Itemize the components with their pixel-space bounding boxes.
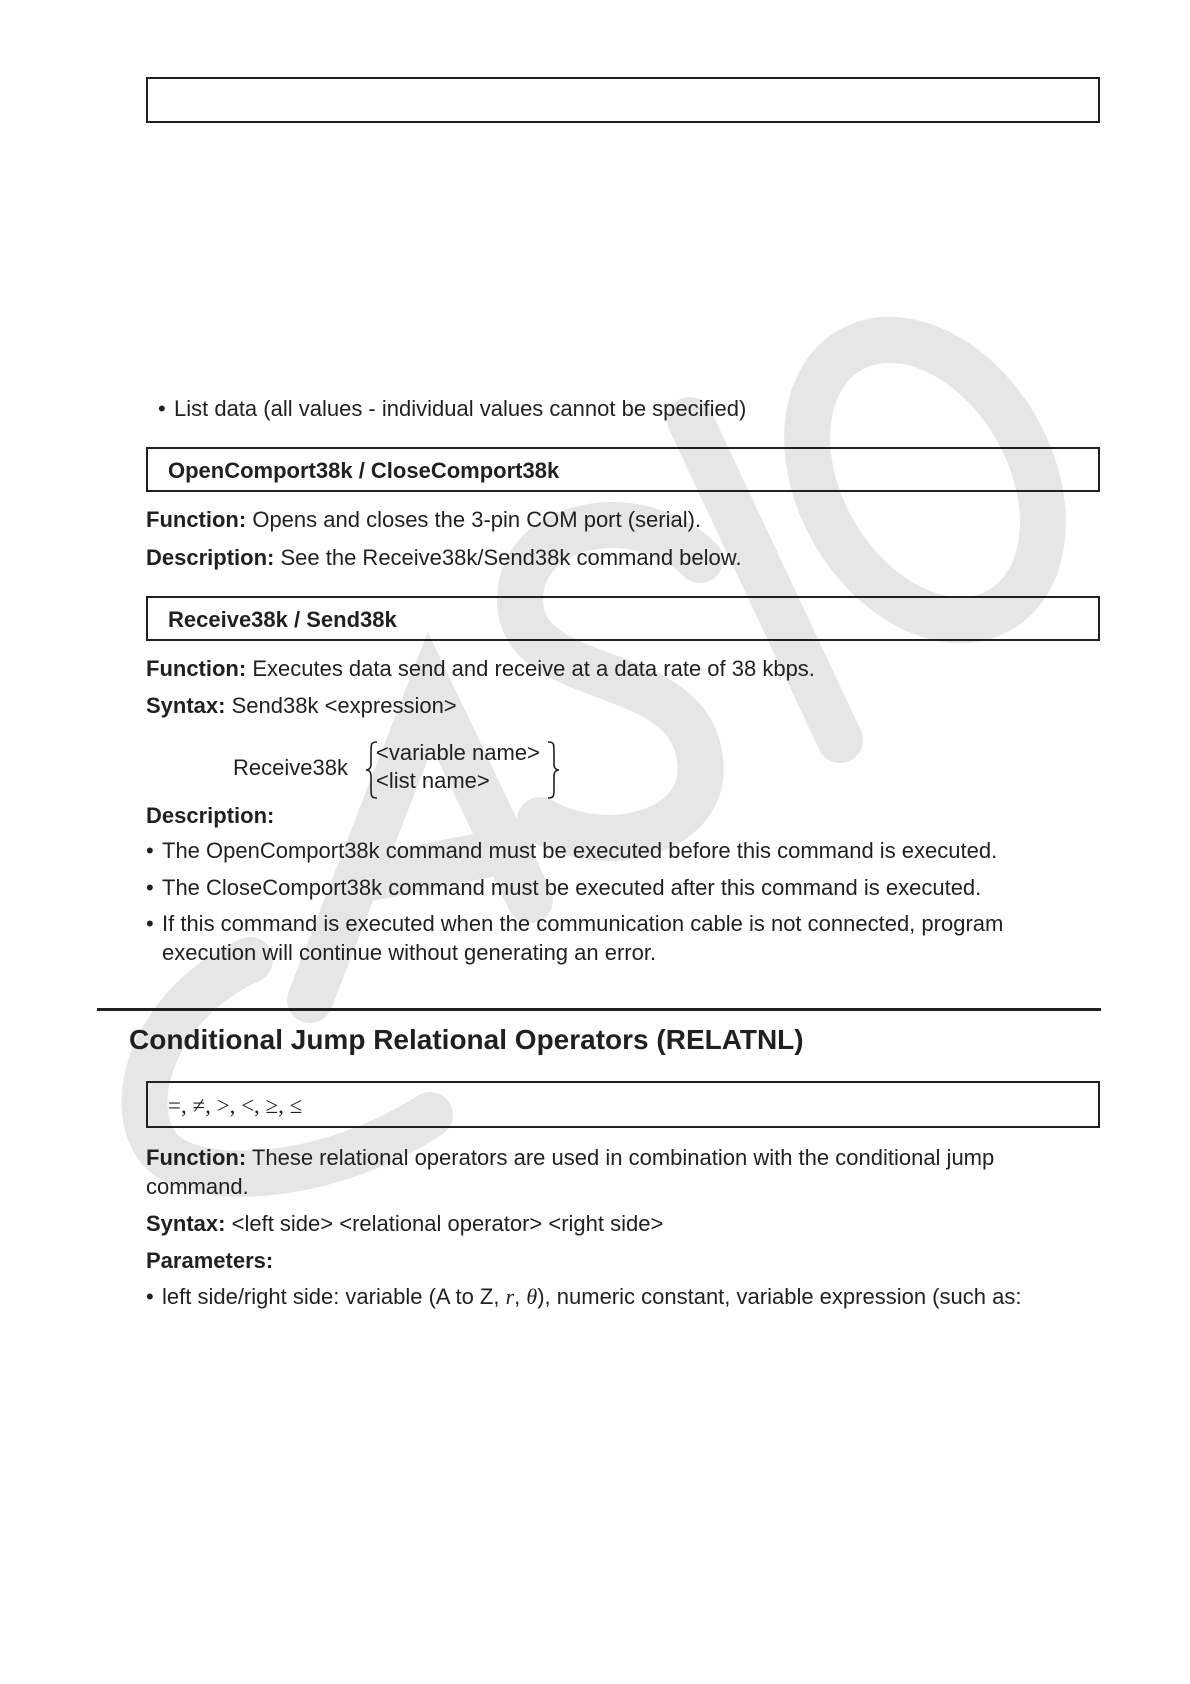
bullet-text: The CloseComport38k command must be executed after this command is executed.: [162, 875, 982, 900]
bullet-dot: •: [158, 396, 166, 421]
receive-send-syntax: [146, 691, 457, 720]
opencomport-description: [146, 543, 742, 572]
syntax-text: Send38k <expression>: [231, 693, 457, 718]
function-text: These relational operators are used in combination with the conditional jump command.: [146, 1145, 995, 1199]
syntax-label: Syntax:: [146, 1211, 226, 1236]
section-title: Conditional Jump Relational Operators (RELATNL): [129, 1024, 804, 1055]
function-label: Function:: [146, 1145, 247, 1170]
relational-operators-title: =, ≠, >, <, ≥, ≤: [168, 1093, 303, 1118]
param-pre: left side/right side: variable (A to Z,: [162, 1284, 506, 1309]
section-divider: [97, 1008, 1101, 1011]
opencomport-title: OpenComport38k / CloseComport38k: [168, 458, 560, 483]
relational-syntax: [146, 1209, 663, 1238]
parameters-label: Parameters:: [146, 1248, 274, 1273]
list-data-text: List data (all values - individual values cannot be specified): [174, 396, 747, 421]
top-command-box: [146, 77, 1100, 123]
syntax-text: <left side> <relational operator> <right side>: [231, 1211, 664, 1236]
param-r: r: [505, 1284, 515, 1309]
receive-send-title: Receive38k / Send38k: [168, 607, 397, 632]
receive-send-function: [146, 654, 815, 683]
bullet-text: The OpenComport38k command must be executed before this command is executed.: [162, 838, 998, 863]
description-text: See the Receive38k/Send38k command below.: [280, 545, 742, 570]
param-sep: ,: [514, 1284, 527, 1309]
receive-label: Receive38k: [233, 755, 348, 780]
function-text: Executes data send and receive at a data rate of 38 kbps.: [252, 656, 815, 681]
bullet-dot: •: [146, 911, 154, 936]
receive-option-variable: <variable name>: [376, 740, 540, 765]
bullet-dot: •: [146, 1284, 154, 1309]
syntax-label: Syntax:: [146, 693, 226, 718]
description-label: Description:: [146, 545, 275, 570]
relational-function: [146, 1143, 1046, 1201]
relational-operators-box: [146, 1081, 1100, 1128]
parameters-text: [162, 1282, 1102, 1311]
receive-send-description-label: Description:: [146, 803, 275, 828]
receive-send-box: [146, 596, 1100, 641]
right-brace-icon: [546, 740, 560, 800]
bullet-text: If this command is executed when the communication cable is not connected, program execution will continue without generating an error.: [162, 911, 1004, 965]
bullet-dot: •: [146, 875, 154, 900]
param-theta: θ: [526, 1284, 538, 1309]
function-label: Function:: [146, 507, 247, 532]
function-label: Function:: [146, 656, 247, 681]
receive-option-list: <list name>: [376, 768, 490, 793]
param-post: ), numeric constant, variable expression (such as:: [537, 1284, 1022, 1309]
opencomport-function: [146, 505, 701, 534]
receive-syntax-block: [233, 738, 573, 804]
bullet-dot: •: [146, 838, 154, 863]
opencomport-box: [146, 447, 1100, 492]
function-text: Opens and closes the 3-pin COM port (serial).: [252, 507, 702, 532]
